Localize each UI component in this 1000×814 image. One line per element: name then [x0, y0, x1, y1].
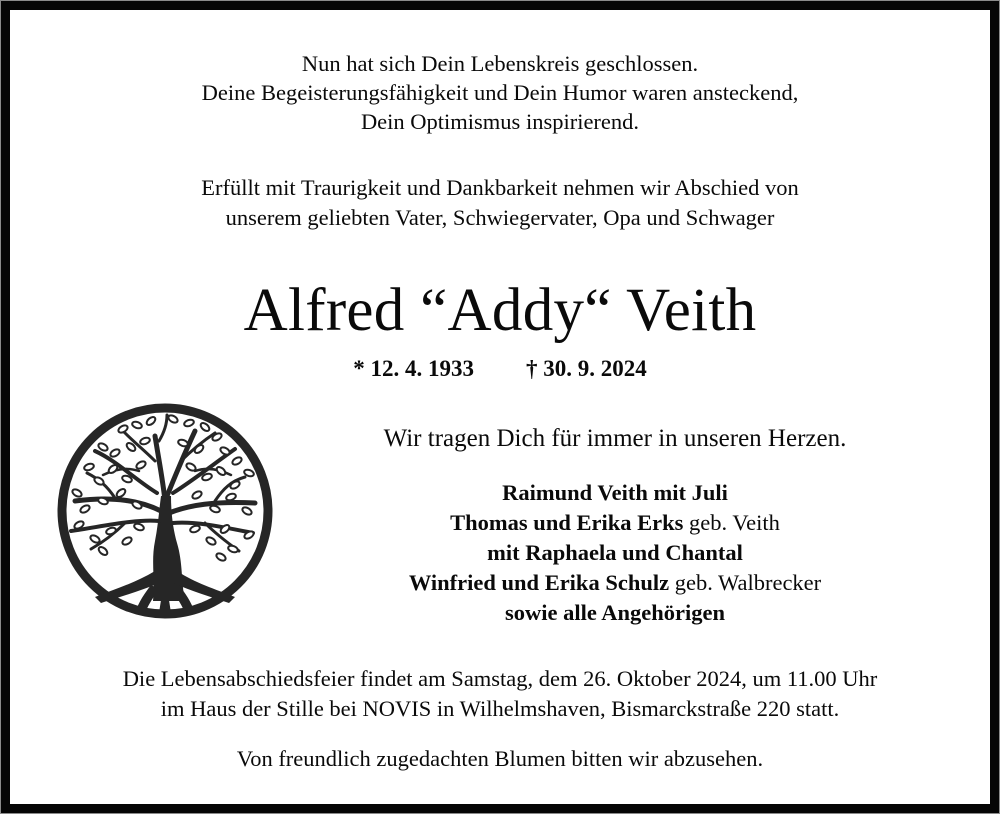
mourner-note: geb. Walbrecker: [669, 570, 822, 595]
intro-line: Dein Optimismus inspirierend.: [360, 109, 640, 134]
life-dates: [0, 354, 1000, 384]
mourner-names: sowie alle Angehörigen: [505, 600, 725, 625]
death-date: † 30. 9. 2024: [526, 356, 647, 381]
deceased-name: Alfred “Addy“ Veith: [243, 277, 757, 344]
mourner-line: [300, 538, 930, 569]
flowers-note: Von freundlich zugedachten Blumen bitten wir abzusehen.: [236, 746, 764, 771]
mourner-note: geb. Veith: [683, 510, 780, 535]
mourner-line: [300, 508, 930, 539]
mourner-names: Raimund Veith mit Juli: [502, 480, 728, 505]
mourner-names: Thomas und Erika Erks: [450, 510, 684, 535]
mourner-names: Winfried und Erika Schulz: [408, 570, 670, 595]
farewell-line: Erfüllt mit Traurigkeit und Dankbarkeit nehmen wir Abschied von: [201, 175, 799, 200]
farewell-line: unserem geliebten Vater, Schwiegervater, Opa und Schwager: [225, 205, 775, 230]
mourner-line: [300, 568, 930, 599]
intro-line: Deine Begeisterungsfähigkeit und Dein Humor waren ansteckend,: [201, 80, 799, 105]
motto: Wir tragen Dich für immer in unseren Herzen.: [383, 425, 847, 452]
birth-date: * 12. 4. 1933: [353, 356, 474, 381]
tree-of-life-icon: [55, 401, 275, 621]
mourner-names: mit Raphaela und Chantal: [487, 540, 743, 565]
mourner-line: [300, 598, 930, 629]
service-info-line: Die Lebensabschiedsfeier findet am Samstag, dem 26. Oktober 2024, um 11.00 Uhr: [122, 666, 878, 691]
service-info-line: im Haus der Stille bei NOVIS in Wilhelmshaven, Bismarckstraße 220 statt.: [160, 696, 840, 721]
mourner-line: [300, 478, 930, 509]
intro-line: Nun hat sich Dein Lebenskreis geschlossen.: [301, 51, 699, 76]
